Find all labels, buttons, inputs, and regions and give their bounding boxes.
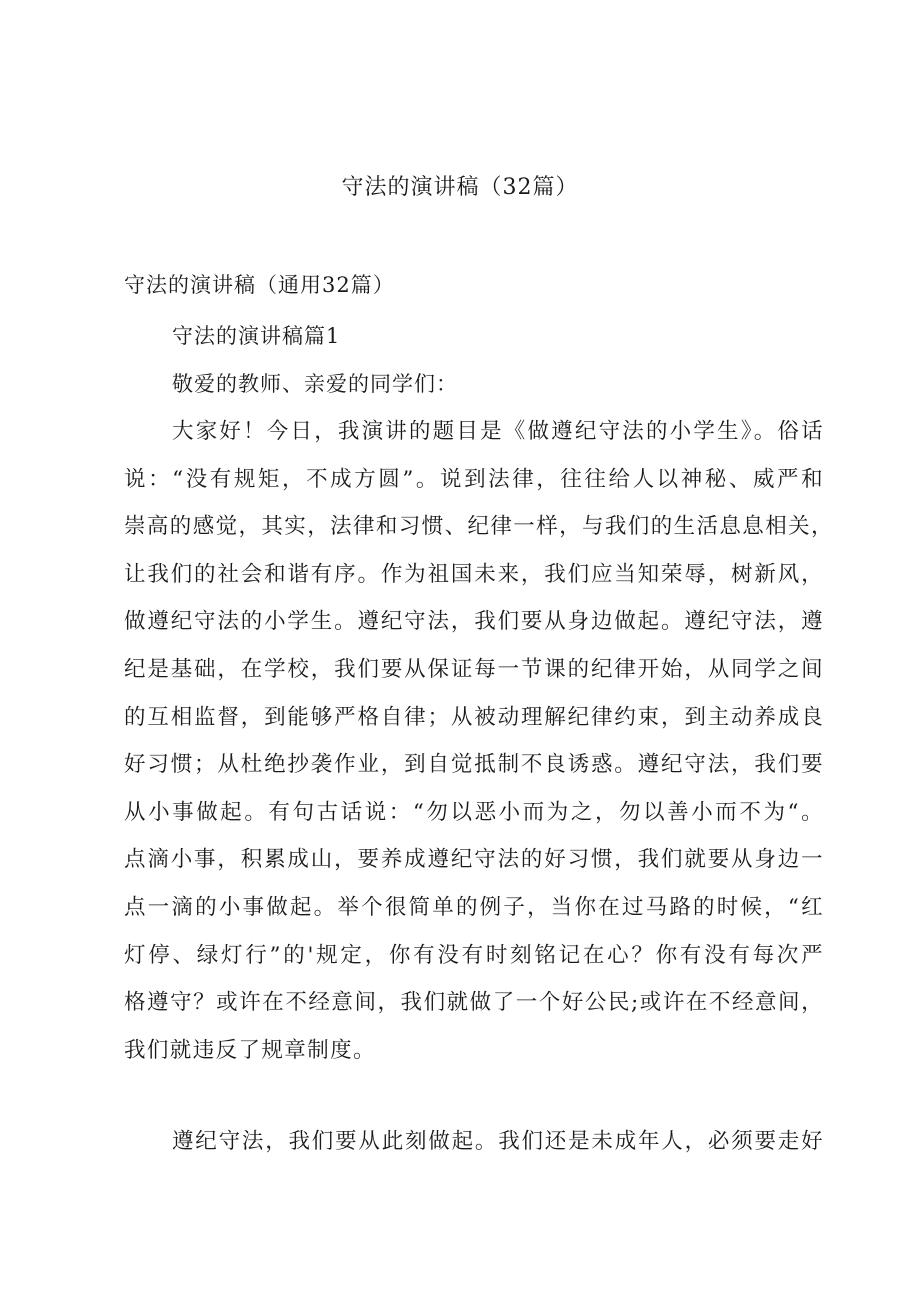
- body-paragraph: [124, 415, 834, 1081]
- paragraph-line: 崇高的感觉，其实，法律和习惯、纪律一样，与我们的生活息息相关，: [124, 514, 834, 540]
- paragraph-line: 灯停、绿灯行”的'规定，你有没有时刻铭记在心？你有没有每次严: [124, 942, 824, 968]
- document-title: 守法的演讲稿（32篇）: [341, 175, 579, 200]
- paragraph-line: 纪是基础，在学校，我们要从保证每一节课的纪律开始，从同学之间: [124, 656, 824, 682]
- paragraph-line: 遵纪守法，我们要从此刻做起。我们还是未成年人，必须要走好: [172, 1129, 824, 1154]
- paragraph-line: 点滴小事，积累成山，要养成遵纪守法的好习惯，我们就要从身边一: [124, 847, 824, 873]
- section-heading: 守法的演讲稿篇1: [172, 324, 341, 348]
- paragraph-line: 格遵守？或许在不经意间，我们就做了一个好公民;或许在不经意间，: [124, 990, 824, 1016]
- paragraph-line: 点一滴的小事做起。举个很简单的例子，当你在过马路的时候，“红: [124, 894, 824, 920]
- salutation: 敬爱的教师、亲爱的同学们：: [172, 372, 458, 396]
- paragraph-line: 做遵纪守法的小学生。遵纪守法，我们要从身边做起。遵纪守法，遵: [124, 609, 824, 635]
- paragraph-line: 的互相监督，到能够严格自律；从被动理解纪律约束，到主动养成良: [124, 704, 824, 730]
- paragraph-line: 从小事做起。有句古话说：“勿以恶小而为之，勿以善小而不为“。: [124, 799, 824, 825]
- paragraph-line: 大家好！今日，我演讲的题目是《做遵纪守法的小学生》。俗话: [172, 419, 824, 444]
- body-paragraph: [124, 1125, 824, 1173]
- paragraph-line: 好习惯；从杜绝抄袭作业，到自觉抵制不良诱惑。遵纪守法，我们要: [124, 752, 824, 778]
- document-subtitle: 守法的演讲稿（通用32篇）: [124, 273, 395, 297]
- paragraph-line: 让我们的社会和谐有序。作为祖国未来，我们应当知荣辱，树新风，: [124, 561, 824, 587]
- paragraph-line: 我们就违反了规章制度。: [124, 1037, 376, 1063]
- paragraph-line: 说：“没有规矩，不成方圆”。说到法律，往往给人以神秘、威严和: [124, 466, 824, 492]
